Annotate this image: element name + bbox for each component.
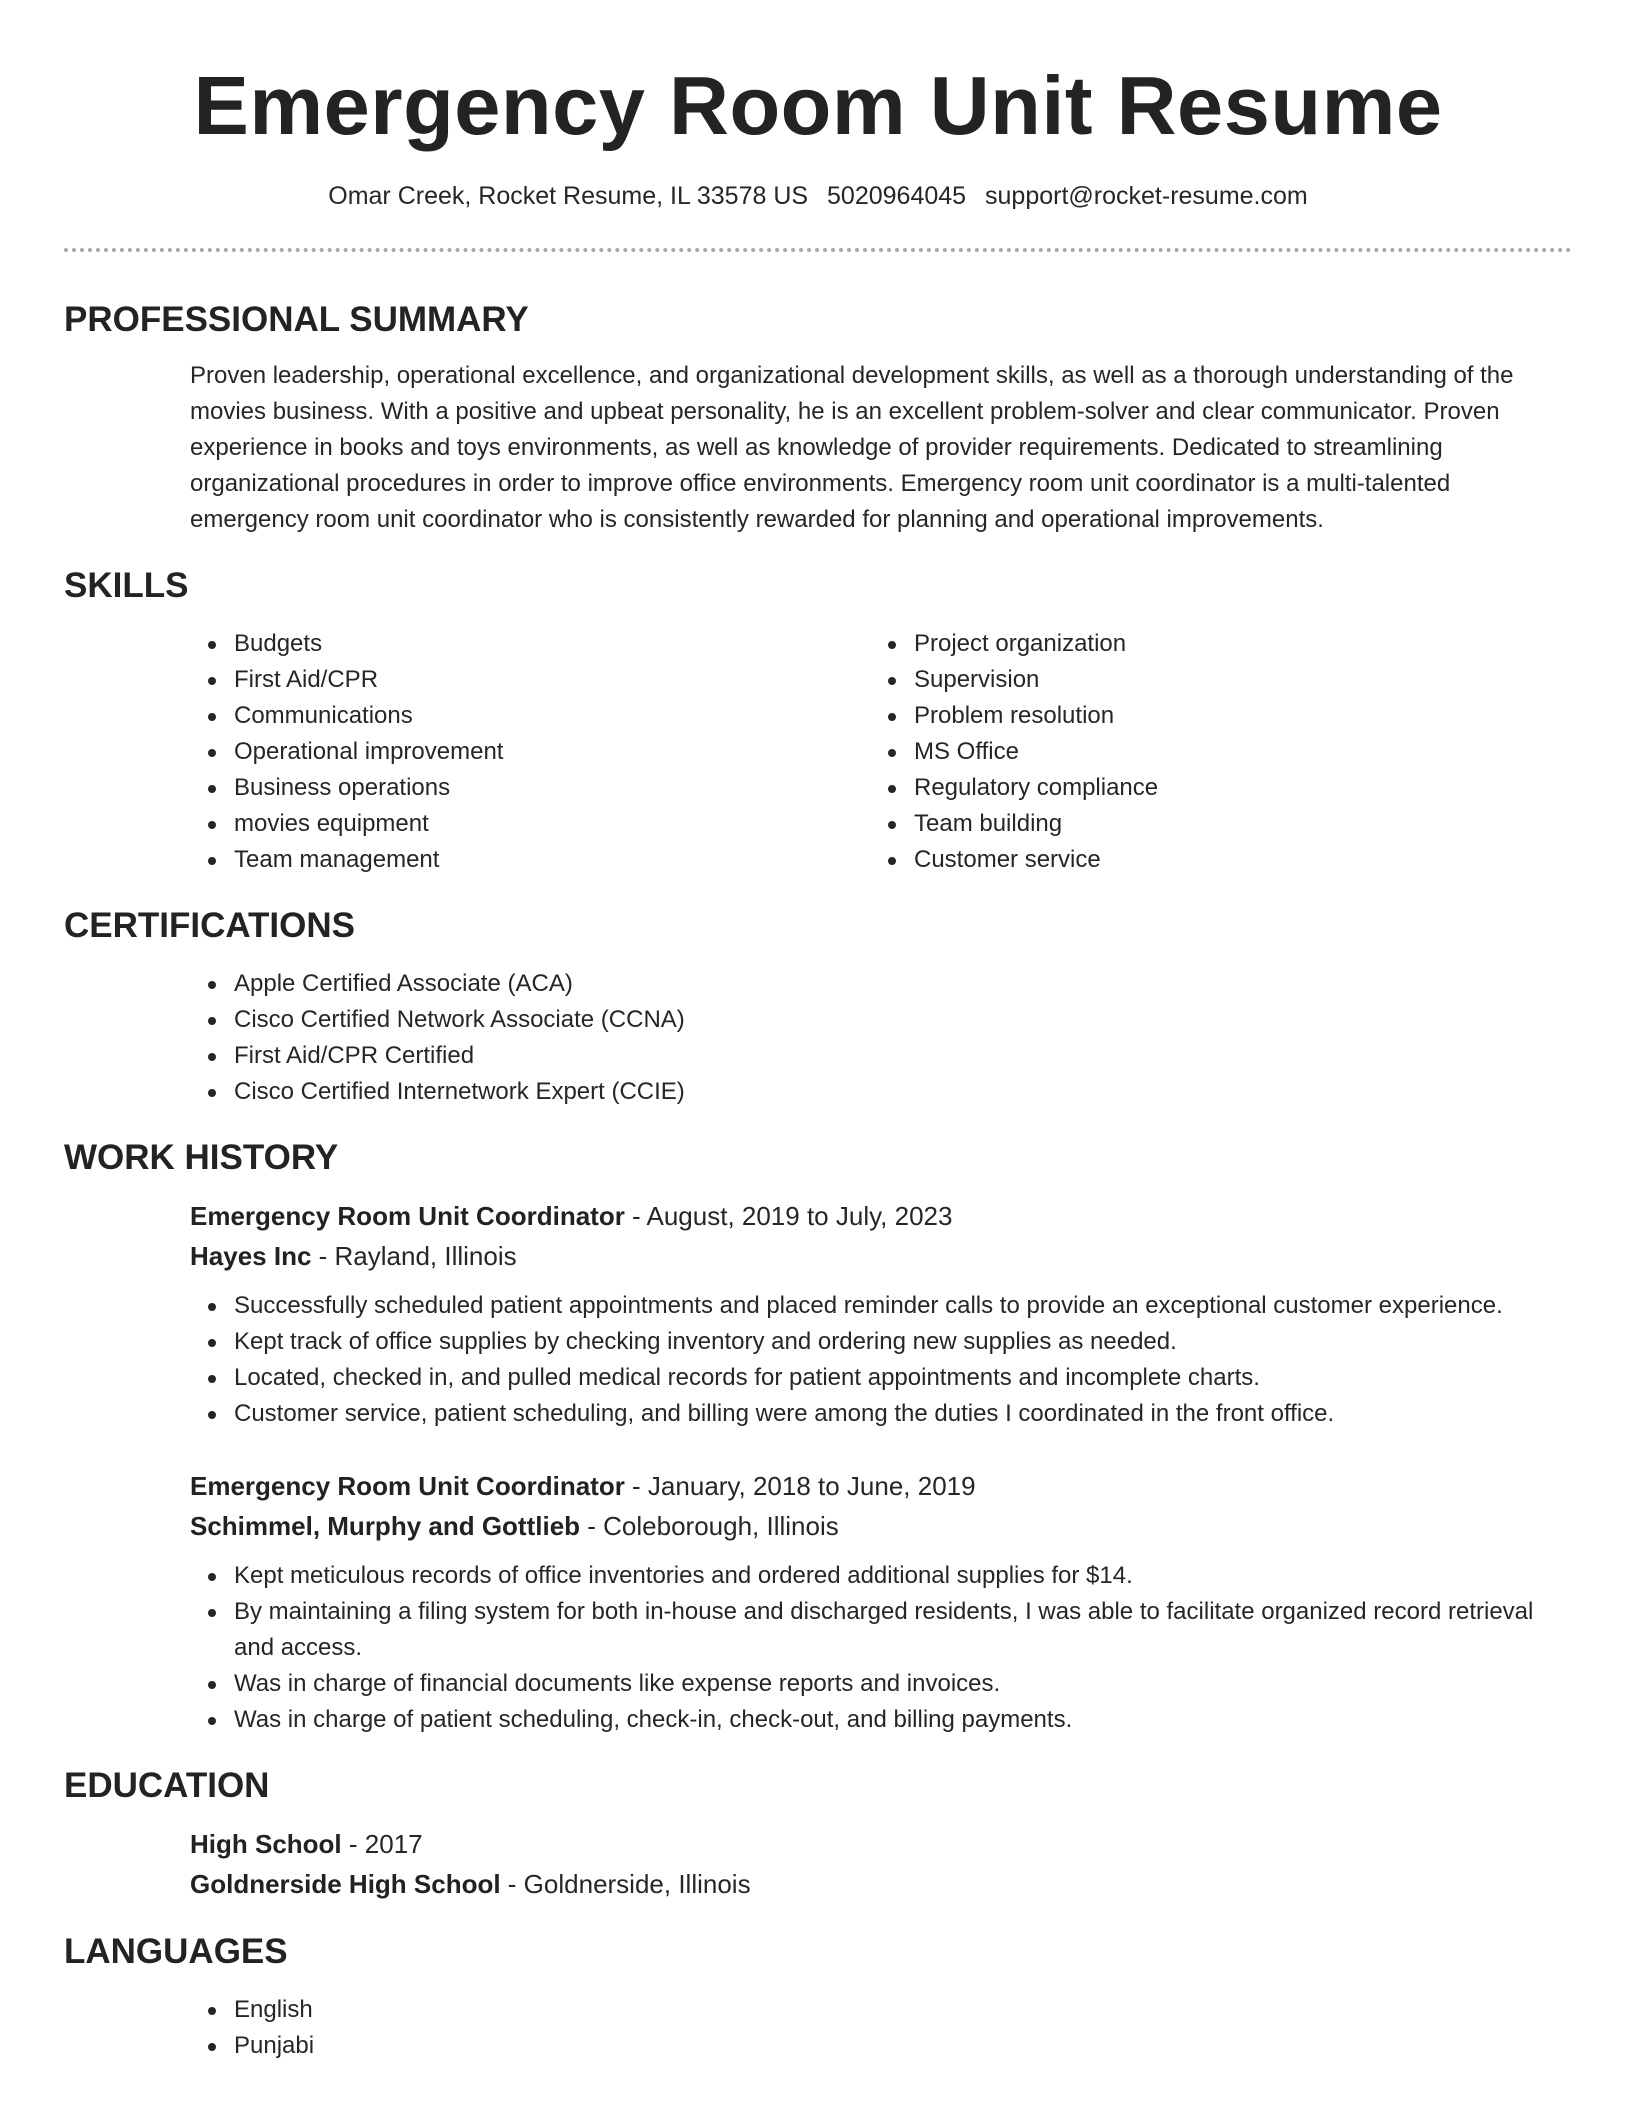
list-item: Business operations (234, 770, 870, 806)
job-role: Emergency Room Unit Coordinator (190, 1471, 625, 1501)
contact-phone: 5020964045 (827, 182, 967, 210)
education-heading: EDUCATION (64, 1766, 270, 1805)
work-history-heading: WORK HISTORY (64, 1138, 339, 1177)
skills-column-left (190, 626, 870, 878)
job-dates: - August, 2019 to July, 2023 (624, 1201, 953, 1231)
list-item: movies equipment (234, 806, 870, 842)
list-item: Problem resolution (914, 698, 1550, 734)
list-item: Customer service, patient scheduling, and billing were among the duties I coordinated in the front office. (234, 1396, 1572, 1432)
job-location: - Coleborough, Illinois (580, 1511, 839, 1541)
job-entry (190, 1196, 1572, 1432)
list-item: MS Office (914, 734, 1550, 770)
certifications-heading: CERTIFICATIONS (64, 906, 356, 945)
list-item: Team building (914, 806, 1550, 842)
list-item: Successfully scheduled patient appointments and placed reminder calls to provide an exceptional customer experience. (234, 1288, 1572, 1324)
summary-heading: PROFESSIONAL SUMMARY (64, 300, 529, 339)
education-degree: High School (190, 1829, 342, 1859)
list-item: Budgets (234, 626, 870, 662)
list-item: Apple Certified Associate (ACA) (234, 966, 1572, 1002)
list-item: Communications (234, 698, 870, 734)
resume-title: Emergency Room Unit Resume (193, 59, 1443, 152)
list-item: Located, checked in, and pulled medical records for patient appointments and incomplete charts. (234, 1360, 1572, 1396)
education-entry (190, 1824, 1572, 1904)
job-entry (190, 1466, 1572, 1738)
list-item: Kept meticulous records of office inventories and ordered additional supplies for $14. (234, 1558, 1572, 1594)
summary-text: Proven leadership, operational excellence, and organizational development skills, as well as a thorough understanding of the movies business. With a positive and upbeat personality, he is an excellent problem-solver and clear communicator. Proven experience in books and toys environments, as well as knowledge of provider requirements. Dedicated to streamlining organizational procedures in order to improve office environments. Emergency room unit coordinator is a multi-talented emergency room unit coordinator who is consistently rewarded for planning and operational improvements. (190, 362, 1514, 533)
job-company-line (190, 1236, 1572, 1276)
list-item: First Aid/CPR Certified (234, 1038, 1572, 1074)
languages-heading: LANGUAGES (64, 1932, 288, 1971)
list-item: Team management (234, 842, 870, 878)
job-title-line (190, 1466, 1572, 1506)
list-item: Supervision (914, 662, 1550, 698)
education-year: - 2017 (341, 1829, 423, 1859)
job-location: - Rayland, Illinois (311, 1241, 517, 1271)
list-item: First Aid/CPR (234, 662, 870, 698)
job-role: Emergency Room Unit Coordinator (190, 1201, 625, 1231)
list-item: Operational improvement (234, 734, 870, 770)
education-school-line (190, 1864, 1572, 1904)
list-item: Punjabi (234, 2028, 1572, 2064)
header-divider (64, 248, 1572, 252)
list-item: Was in charge of financial documents like expense reports and invoices. (234, 1666, 1572, 1702)
list-item: Cisco Certified Network Associate (CCNA) (234, 1002, 1572, 1038)
list-item: Project organization (914, 626, 1550, 662)
list-item: Kept track of office supplies by checking inventory and ordering new supplies as needed. (234, 1324, 1572, 1360)
skills-heading: SKILLS (64, 566, 189, 605)
list-item: Regulatory compliance (914, 770, 1550, 806)
job-dates: - January, 2018 to June, 2019 (624, 1471, 976, 1501)
education-school: Goldnerside High School (190, 1869, 501, 1899)
skills-list (190, 626, 1572, 878)
job-company-line (190, 1506, 1572, 1546)
education-degree-line (190, 1824, 1572, 1864)
contact-email: support@rocket-resume.com (985, 182, 1308, 210)
contact-line (64, 180, 1572, 212)
resume-page (64, 0, 1572, 2064)
list-item: Cisco Certified Internetwork Expert (CCIE) (234, 1074, 1572, 1110)
education-location: - Goldnerside, Illinois (500, 1869, 751, 1899)
list-item: By maintaining a filing system for both in-house and discharged residents, I was able to facilitate organized record retrieval and access. (234, 1594, 1572, 1666)
summary-section (190, 358, 1572, 538)
certifications-list (190, 966, 1572, 1110)
languages-list (190, 1992, 1572, 2064)
job-company: Schimmel, Murphy and Gottlieb (190, 1511, 581, 1541)
list-item: Was in charge of patient scheduling, check-in, check-out, and billing payments. (234, 1702, 1572, 1738)
contact-address: Omar Creek, Rocket Resume, IL 33578 US (328, 182, 809, 210)
list-item: Customer service (914, 842, 1550, 878)
job-title-line (190, 1196, 1572, 1236)
skills-column-right (870, 626, 1550, 878)
job-company: Hayes Inc (190, 1241, 312, 1271)
list-item: English (234, 1992, 1572, 2028)
